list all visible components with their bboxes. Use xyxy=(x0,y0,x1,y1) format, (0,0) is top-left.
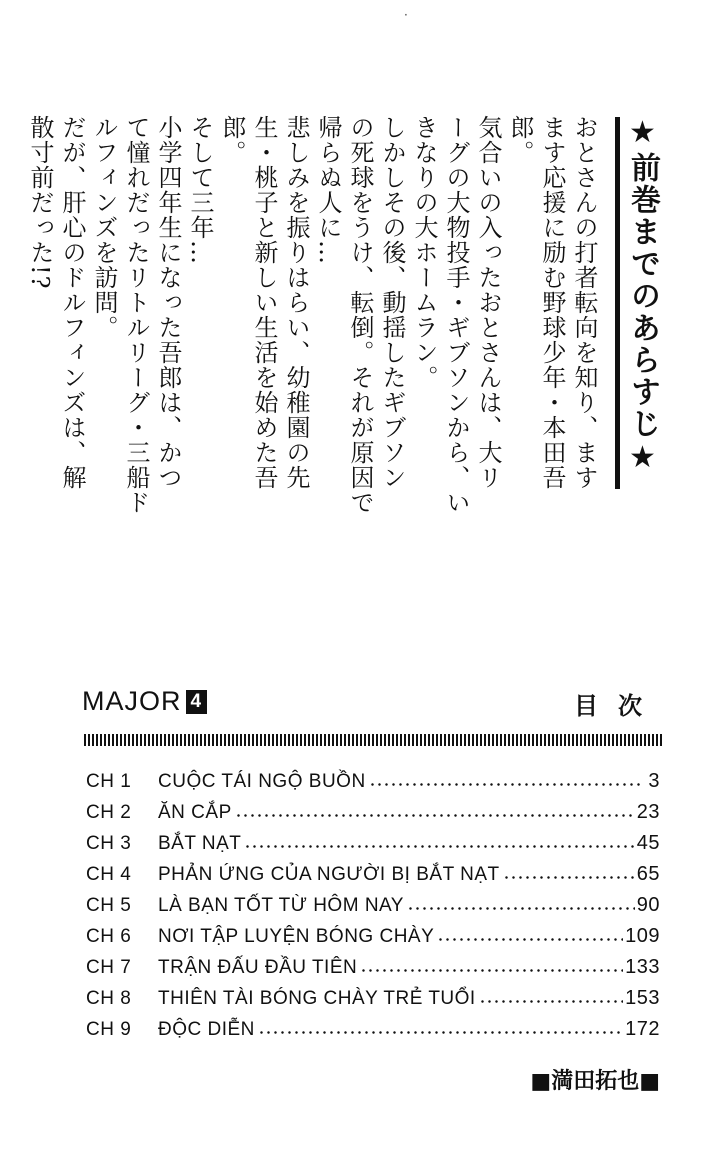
chapter-number: CH 1 xyxy=(86,771,132,792)
chapter-page: 3 xyxy=(648,770,660,792)
summary-line: だが、肝心のドルフィンズは、解 xyxy=(58,115,86,490)
chapter-row[interactable] xyxy=(86,1010,660,1041)
dot-leader xyxy=(258,1031,623,1034)
chapter-row[interactable] xyxy=(86,886,660,917)
chapter-page: 45 xyxy=(636,832,660,854)
chapter-title: LÀ BẠN TỐT TỪ HÔM NAY xyxy=(158,895,404,916)
series-title: MAJOR xyxy=(82,686,182,716)
chapter-number: CH 6 xyxy=(86,926,132,947)
chapter-number: CH 3 xyxy=(86,833,132,854)
chapter-page: 109 xyxy=(625,925,660,947)
page-mark: · xyxy=(404,8,408,22)
heading-bar xyxy=(615,117,620,489)
chapter-row[interactable] xyxy=(86,948,660,979)
summary-line: 気合いの入ったおとさんは、大リ xyxy=(474,115,502,490)
chapter-page: 172 xyxy=(625,1018,660,1040)
dot-leader xyxy=(369,783,640,786)
dot-leader xyxy=(503,876,635,879)
summary-line: 小学四年生になった吾郎は、かつ xyxy=(154,115,182,490)
chapter-number: CH 9 xyxy=(86,1019,132,1040)
chapter-title: ĐỘC DIỄN xyxy=(158,1019,255,1040)
chapter-row[interactable] xyxy=(86,762,660,793)
summary-heading-block xyxy=(614,115,658,495)
chapter-number: CH 2 xyxy=(86,802,132,823)
dot-leader xyxy=(244,845,634,848)
dot-leader xyxy=(235,814,635,817)
summary-line: て憧れだったリトルリーグ・三船ド xyxy=(122,115,150,515)
chapter-row[interactable] xyxy=(86,979,660,1010)
chapter-title: TRẬN ĐẤU ĐẦU TIÊN xyxy=(158,957,358,978)
chapter-row[interactable] xyxy=(86,917,660,948)
summary-line: ーグの大物投手・ギブソンから、い xyxy=(442,115,470,515)
chapter-page: 153 xyxy=(625,987,660,1009)
dot-leader xyxy=(479,1000,623,1003)
chapter-row[interactable] xyxy=(86,824,660,855)
summary-line: ます応援に励む野球少年・本田吾郎。 xyxy=(506,115,566,490)
chapter-number: CH 8 xyxy=(86,988,132,1009)
chapter-title: PHẢN ỨNG CỦA NGƯỜI BỊ BẮT NẠT xyxy=(158,864,500,885)
chapter-page: 65 xyxy=(636,863,660,885)
chapter-page: 23 xyxy=(636,801,660,823)
summary-line: おとさんの打者転向を知り、ます xyxy=(570,115,598,490)
summary-line: そして三年… xyxy=(186,115,214,265)
summary-line: 帰らぬ人に… xyxy=(314,115,342,265)
volume-badge: 4 xyxy=(186,690,208,714)
chapter-number: CH 5 xyxy=(86,895,132,916)
chapter-row[interactable] xyxy=(86,793,660,824)
chapter-row[interactable] xyxy=(86,855,660,886)
chapter-page: 133 xyxy=(625,956,660,978)
dot-leader xyxy=(407,907,635,910)
chapter-title: ĂN CẮP xyxy=(158,802,232,823)
chapter-number: CH 4 xyxy=(86,864,132,885)
summary-line: 生・桃子と新しい生活を始めた吾郎。 xyxy=(218,115,278,490)
chapter-title: NƠI TẬP LUYỆN BÓNG CHÀY xyxy=(158,926,435,947)
author-name: ■満田拓也■ xyxy=(530,1069,660,1094)
summary-heading: ★前巻までのあらすじ★ xyxy=(625,115,660,477)
table-of-contents xyxy=(86,762,660,1041)
summary-line: 悲しみを振りはらい、幼稚園の先 xyxy=(282,115,310,490)
chapter-title: CUỘC TÁI NGỘ BUỒN xyxy=(158,771,366,792)
decorative-ruler xyxy=(84,734,662,746)
summary-line: 散寸前だった!? xyxy=(26,115,54,290)
chapter-page: 90 xyxy=(636,894,660,916)
summary-line: の死球をうけ、転倒。それが原因で xyxy=(346,115,374,515)
summary-line: しかしその後、動揺したギブソン xyxy=(378,115,406,490)
summary-line: ルフィンズを訪問。 xyxy=(90,115,118,340)
story-summary xyxy=(24,115,658,515)
dot-leader xyxy=(437,938,623,941)
summary-line: きなりの大ホームラン。 xyxy=(410,115,438,390)
toc-header xyxy=(82,686,662,720)
chapter-title: THIÊN TÀI BÓNG CHÀY TRẺ TUỔI xyxy=(158,988,476,1009)
series-logo xyxy=(82,686,207,717)
chapter-title: BẮT NẠT xyxy=(158,833,242,854)
contents-heading: 目次 xyxy=(574,692,662,720)
dot-leader xyxy=(360,969,623,972)
chapter-number: CH 7 xyxy=(86,957,132,978)
